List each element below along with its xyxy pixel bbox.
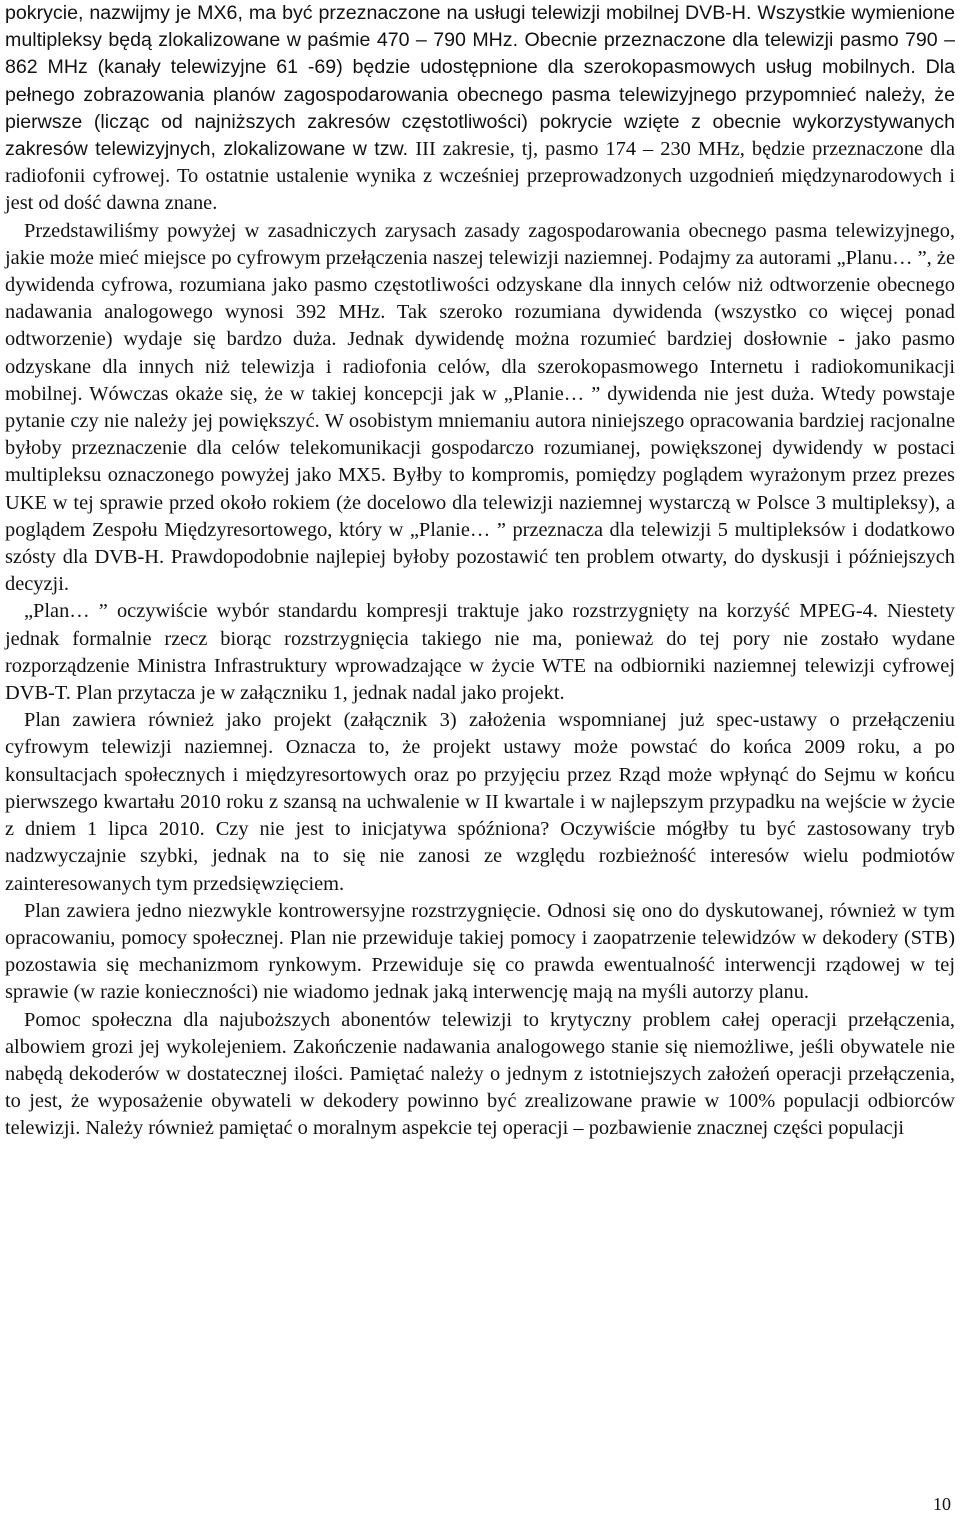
paragraph-6 <box>5 1007 955 1143</box>
paragraph-text: „Plan… ” oczywiście wybór standardu kompresji traktuje jako rozstrzygnięty na korzyść MPEG-4. Niestety jednak formalnie rzecz biorąc rozstrzygnięcia takiego nie ma, ponieważ do tej pory nie zostało wydane rozporządzenie Ministra Infrastruktury wprowadzające w życie WTE na odbiorniki naziemnej telewizji cyfrowej DVB-T. Plan przytacza je w załączniku 1, jednak nadal jako projekt. <box>5 600 955 705</box>
paragraph-4 <box>5 707 955 897</box>
document-page <box>5 0 955 1143</box>
paragraph-1 <box>5 0 955 218</box>
paragraph-2 <box>5 218 955 599</box>
paragraph-3 <box>5 598 955 707</box>
paragraph-text: Przedstawiliśmy powyżej w zasadniczych zarysach zasady zagospodarowania obecnego pasma telewizyjnego, jakie może mieć miejsce po cyfrowym przełączenia naszej telewizji naziemnej. Podajmy za autorami „Planu… ”, że dywidenda cyfrowa, rozumiana jako pasmo częstotliwości odzyskane dla innych celów niż odtworzenie obecnego nadawania analogowego wynosi 392 MHz. Tak szeroko rozumiana dywidenda (wszystko co więcej ponad odtworzenie) wydaje się bardzo duża. Jednak dywidendę można rozumieć bardziej dosłownie - jako pasmo odzyskane dla innych niż telewizja i radiofonia celów, dla szerokopasmowego Internetu i radiokomunikacji mobilnej. Wówczas okaże się, że w takiej koncepcji jak w „Planie… ” dywidenda nie jest duża. Wtedy powstaje pytanie czy nie należy jej powiększyć. W osobistym mniemaniu autora niniejszego opracowania bardziej racjonalne byłoby przeznaczenie dla celów telekomunikacji gospodarczo rozumianej, powiększonej dywidendy w postaci multipleksu oznaczonego powyżej jako MX5. Byłby to kompromis, pomiędzy poglądem wyrażonym przez prezes UKE w tej sprawie przed około rokiem (że docelowo dla telewizji naziemnej wystarczą w Polsce 3 multipleksy), a poglądem Zespołu Międzyresortowego, który w „Planie… ” przeznacza dla telewizji 5 multipleksów i dodatkowo szósty dla DVB-H. Prawdopodobnie najlepiej byłoby pozostawić ten problem otwarty, do dyskusji i późniejszych decyzji. <box>5 219 955 596</box>
paragraph-text: Plan zawiera jedno niezwykle kontrowersyjne rozstrzygnięcie. Odnosi się ono do dyskutowanej, również w tym opracowaniu, pomocy społecznej. Plan nie przewiduje takiej pomocy i zaopatrzenie telewidzów w dekodery (STB) pozostawia się mechanizmom rynkowym. Przewiduje się co prawda ewentualność interwencji rządowej w tej sprawie (w razie konieczności) nie wiadomo jednak jaką interwencję mają na myśli autorzy planu. <box>5 899 955 1004</box>
paragraph-text-sans: pokrycie, nazwijmy je MX6, ma być przeznaczone na usługi telewizji mobilnej DVB-H. Wszystkie wymienione multipleksy będą zlokalizowane w paśmie 470 – 790 MHz. Obecnie przeznaczone dla telewizji pasmo 790 – 862 MHz (kanały telewizyjne 61 -69) będzie udostępnione dla szerokopasmowych usług mobilnych. Dla pełnego zobrazowania planów zagospodarowania obecnego pasma telewizyjnego przypomnieć należy, że pierwsze (licząc od najniższych zakresów częstotliwości) pokrycie wzięte z obecnie wykorzystywanych zakresów telewizyjnych, zlokalizowane w tzw. <box>5 2 955 161</box>
paragraph-text: III zakresie, tj, pasmo 174 – 230 MHz, będzie przeznaczone dla radiofonii cyfrowej. To ostatnie ustalenie wynika z wcześniej przeprowadzonych uzgodnień międzynarodowych i jest od dość dawna znane. <box>5 138 956 215</box>
paragraph-5 <box>5 898 955 1007</box>
paragraph-text: Pomoc społeczna dla najuboższych abonentów telewizji to krytyczny problem całej operacji przełączenia, albowiem grozi jej wykolejeniem. Zakończenie nadawania analogowego stanie się niemożliwe, jeśli obywatele nie nabędą dekoderów w dostatecznej ilości. Pamiętać należy o jednym z istotniejszych założeń operacji przełączenia, to jest, że wyposażenie obywateli w dekodery powinno być zrealizowane prawie w 100% populacji odbiorców telewizji. Należy również pamiętać o moralnym aspekcie tej operacji – pozbawienie znacznej części populacji <box>5 1008 955 1140</box>
page-number: 10 <box>933 1494 951 1514</box>
paragraph-text: Plan zawiera również jako projekt (załącznik 3) założenia wspomnianej już spec-ustawy o przełączeniu cyfrowym telewizji naziemnej. Oznacza to, że projekt ustawy może powstać do końca 2009 roku, a po konsultacjach społecznych i międzyresortowych oraz po przyjęciu przez Rząd może wpłynąć do Sejmu w końcu pierwszego kwartału 2010 roku z szansą na uchwalenie w II kwartale i w najlepszym przypadku na wejście w życie z dniem 1 lipca 2010. Czy nie jest to inicjatywa spóźniona? Oczywiście mógłby tu być zastosowany tryb nadzwyczajnie szybki, jednak na to się nie zanosi ze względu rozbieżność interesów wielu podmiotów zainteresowanych tym przedsięwzięciem. <box>5 709 955 895</box>
